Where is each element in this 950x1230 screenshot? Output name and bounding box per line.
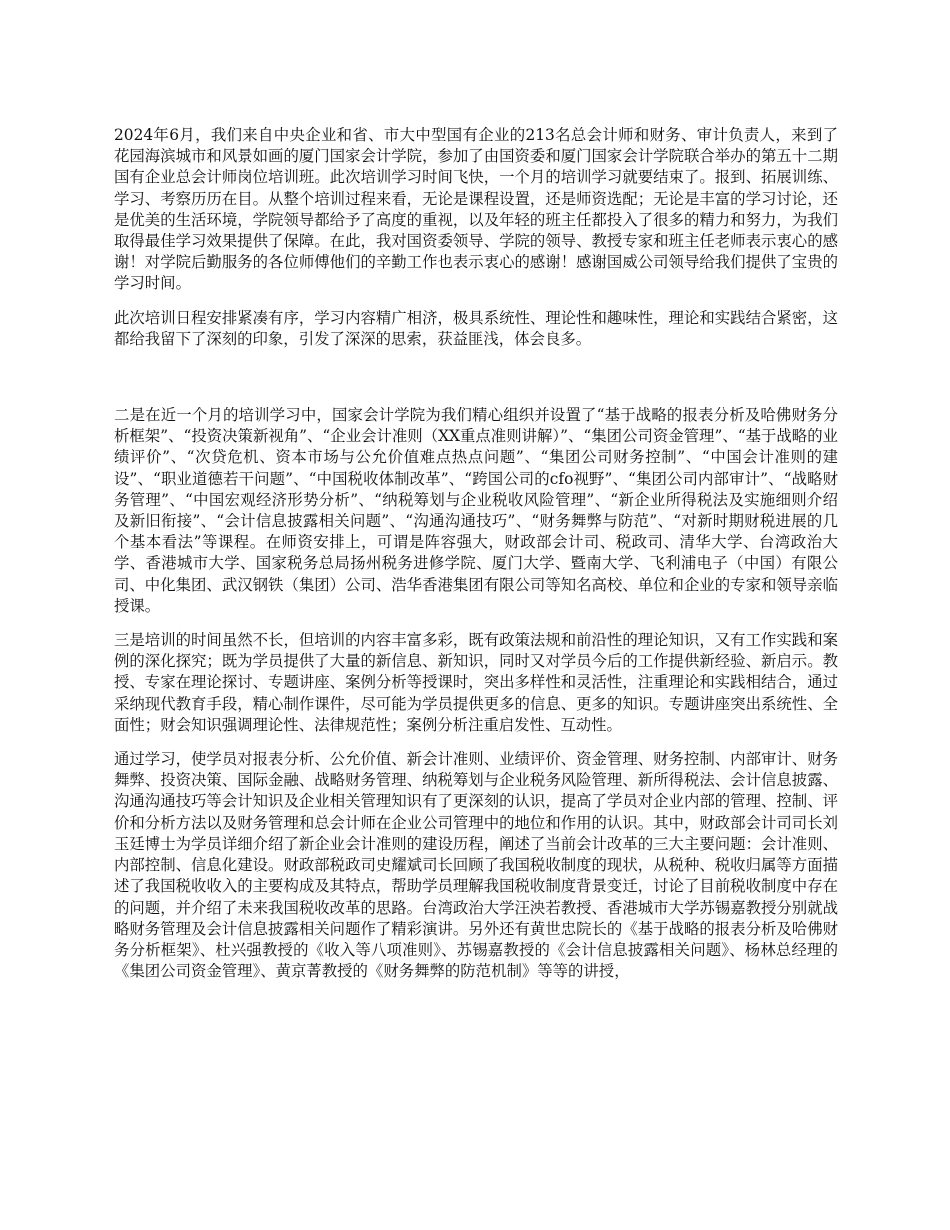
paragraph-outcomes: 通过学习，使学员对报表分析、公允价值、新会计准则、业绩评价、资金管理、财务控制、内部审计、财务舞弊、投资决策、国际金融、战略财务管理、纳税筹划与企业税务风险管理、新所得税法、会计信息披露、沟通沟通技巧等会计知识及企业相关管理知识有了更深刻的认识，提高了学员对企业内部的管理、控制、评价和分析方法以及财务管理和总会计师在企业公司管理中的地位和作用的认识。其中，财政部会计司司长刘玉廷博士为学员详细介绍了新企业会计准则的建设历程，阐述了当前会计改革的三大主要问题：会计准则、内部控制、信息化建设。财政部税政司史耀斌司长回顾了我国税收制度的现状，从税种、税收归属等方面描述了我国税收收入的主要构成及其特点，帮助学员理解我国税收制度背景变迁，讨论了目前税收制度中存在的问题，并介绍了未来我国税收改革的思路。台湾政治大学汪泱若教授、香港城市大学苏锡嘉教授分别就战略财务管理及会计信息披露相关问题作了精彩演讲。另外还有黄世忠院长的《基于战略的报表分析及哈佛财务分析框架》、杜兴强教授的《收入等八项准则》、苏锡嘉教授的《会计信息披露相关问题》、杨林总经理的《集团公司资金管理》、黄京菁教授的《财务舞弊的防范机制》等等的讲授， <box>114 750 838 981</box>
paragraph-courses: 二是在近一个月的培训学习中，国家会计学院为我们精心组织并设置了“基于战略的报表分析及哈佛财务分析框架”、“投资决策新视角”、“企业会计准则（XX重点准则讲解）”、“集团公司资金管理”、“基于战略的业绩评价”、“次贷危机、资本市场与公允价值难点热点问题”、“集团公司财务控制”、“中国会计准则的建设”、“职业道德若干问题”、“中国税收体制改革”、“跨国公司的cfo视野”、“集团公司内部审计”、“战略财务管理”、“中国宏观经济形势分析”、“纳税筹划与企业税收风险管理”、“新企业所得税法及实施细则介绍及新旧衔接”、“会计信息披露相关问题”、“沟通沟通技巧”、“财务舞弊与防范”、“对新时期财税进展的几个基本看法”等课程。在师资安排上，可谓是阵容强大，财政部会计司、税政司、清华大学、台湾政治大学、香港城市大学、国家税务总局扬州税务进修学院、厦门大学、暨南大学、飞利浦电子（中国）有限公司、中化集团、武汉钢铁（集团）公司、浩华香港集团有限公司等知名高校、单位和企业的专家和领导亲临授课。 <box>114 406 838 615</box>
paragraph-content: 三是培训的时间虽然不长，但培训的内容丰富多彩，既有政策法规和前沿性的理论知识，又有工作实践和案例的深化探究；既为学员提供了大量的新信息、新知识，同时又对学员今后的工作提供新经验、新启示。教授、专家在理论探讨、专题讲座、案例分析等授课时，突出多样性和灵活性，注重理论和实践相结合，通过采纳现代教育手段，精心制作课件，尽可能为学员提供更多的信息、更多的知识。专题讲座突出系统性、全面性；财会知识强调理论性、法律规范性；案例分析注重启发性、互动性。 <box>114 631 838 734</box>
paragraph-intro: 2024年6月，我们来自中央企业和省、市大中型国有企业的213名总会计师和财务、审计负责人，来到了花园海滨城市和风景如画的厦门国家会计学院，参加了由国资委和厦门国家会计学院联合举办的第五十二期国有企业总会计师岗位培训班。此次培训学习时间飞快，一个月的培训学习就要结束了。报到、拓展训练、学习、考察历历在目。从整个培训过程来看，无论是课程设置，还是师资选配；无论是丰富的学习讨论，还是优美的生活环境，学院领导都给予了高度的重视，以及年轻的班主任都投入了很多的精力和努力，为我们取得最佳学习效果提供了保障。在此，我对国资委领导、学院的领导、教授专家和班主任老师表示衷心的感谢！对学院后勤服务的各位师傅他们的辛勤工作也表示衷心的感谢！感谢国威公司领导给我们提供了宝贵的学习时间。 <box>114 126 838 293</box>
paragraph-arrangement: 此次培训日程安排紧凑有序，学习内容精广相济，极具系统性、理论性和趣味性，理论和实践结合紧密，这都给我留下了深刻的印象，引发了深深的思索，获益匪浅，体会良多。 <box>114 308 838 348</box>
document-body <box>114 125 838 995</box>
